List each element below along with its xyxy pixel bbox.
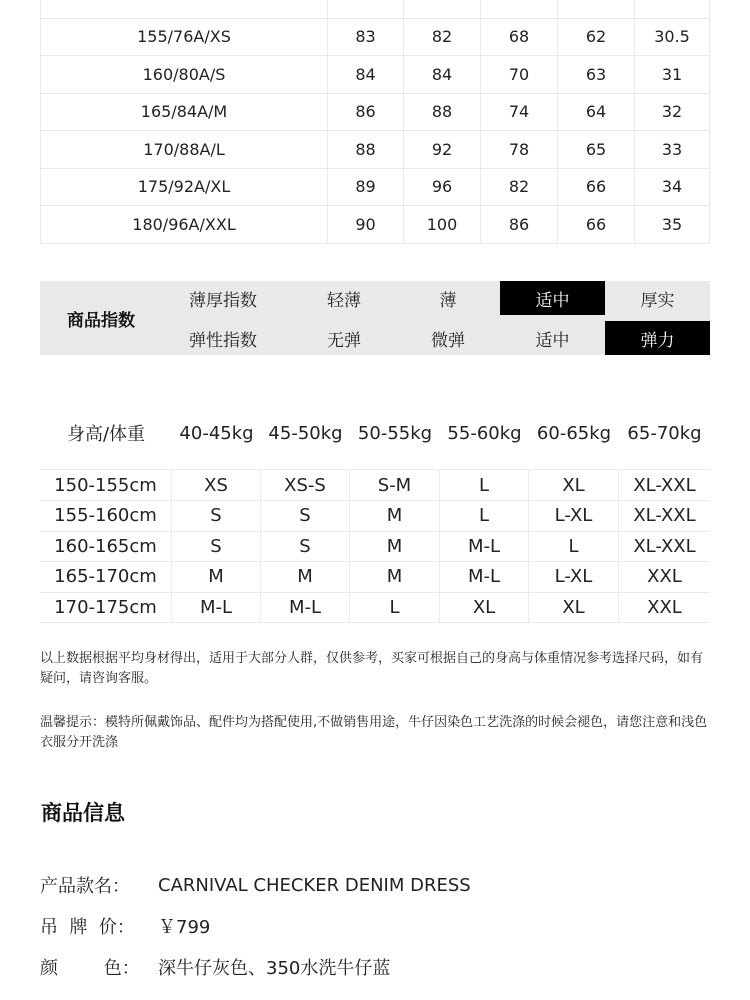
- index-option: 薄: [439, 290, 457, 311]
- fit-size-cell: XL: [529, 592, 619, 622]
- size-value-cell: 63: [558, 56, 635, 94]
- product-info-row: [40, 872, 471, 898]
- size-measurement-table: [40, 0, 710, 244]
- fit-header-cell: 60-65kg: [536, 422, 612, 444]
- fit-height-cell: 155-160cm: [40, 501, 172, 531]
- fit-size-cell: S: [261, 501, 350, 531]
- index-option: 无弹: [327, 330, 361, 351]
- index-option: 厚实: [640, 290, 675, 311]
- size-value-cell: 33: [635, 131, 710, 169]
- product-info-label: 产品款名：: [40, 876, 130, 897]
- fit-size-cell: XL-XXL: [633, 535, 696, 557]
- size-label-cell: 155/76A/XS: [41, 18, 328, 56]
- index-name: 弹性指数: [189, 330, 257, 351]
- fit-data-row: [40, 592, 710, 623]
- size-value-cell: 68: [481, 18, 558, 56]
- size-value-cell: 31: [635, 56, 710, 94]
- size-value-cell: 66: [558, 168, 635, 206]
- size-row: [41, 18, 710, 56]
- size-value-cell: 100: [404, 206, 481, 244]
- fit-size-cell: L-XL: [529, 562, 619, 592]
- fit-size-cell: S: [172, 531, 261, 561]
- fit-header-cell: 40-45kg: [179, 422, 254, 444]
- fit-size-cell: XL-XXL: [633, 474, 696, 496]
- size-value-cell: 30.5: [635, 18, 710, 56]
- fit-size-cell: XXL: [647, 566, 682, 587]
- fit-size-cell: L: [440, 470, 529, 500]
- fit-size-cell: XS-S: [261, 470, 350, 500]
- fit-size-cell: XXL: [647, 596, 682, 618]
- size-value-cell: 35: [635, 206, 710, 244]
- fit-size-cell: S-M: [350, 470, 440, 500]
- size-reference-note: 以上数据根据平均身材得出，适用于大部分人群，仅供参考，买家可根据自己的身高与体重情况参考选择尺码，如有疑问，请咨询客服。: [40, 651, 704, 686]
- fit-header-cell: 55-60kg: [447, 422, 522, 444]
- fit-header-cell: 50-55kg: [357, 422, 433, 444]
- care-tip-note: 温馨提示：模特所佩戴饰品、配件均为搭配使用,不做销售用途，牛仔因染色工艺洗涤的时候会褪色，请您注意和浅色衣服分开洗涤: [40, 715, 708, 750]
- fit-size-cell: L: [440, 501, 529, 531]
- size-value-cell: 66: [558, 206, 635, 244]
- fit-size-cell: M: [172, 562, 261, 592]
- size-label-cell: [41, 0, 328, 18]
- size-row: [41, 131, 710, 169]
- fit-size-cell: M-L: [172, 592, 261, 622]
- fit-height-cell: 150-155cm: [40, 470, 172, 500]
- size-value-cell: 84: [328, 56, 404, 94]
- fit-size-cell: XS: [172, 470, 261, 500]
- fit-height-cell: 165-170cm: [40, 562, 172, 592]
- fit-size-cell: L-XL: [529, 501, 619, 531]
- fit-header-cell: 45-50kg: [268, 422, 343, 444]
- fit-size-cell: M-L: [440, 531, 529, 561]
- index-option: 适中: [535, 330, 570, 351]
- product-info-value: CARNIVAL CHECKER DENIM DRESS: [158, 874, 471, 896]
- index-option-selected: 弹力: [605, 321, 710, 355]
- index-option-selected: 适中: [500, 281, 605, 315]
- size-value-cell: 86: [328, 93, 404, 131]
- size-label-cell: 160/80A/S: [41, 56, 328, 94]
- fit-data-row: [40, 531, 710, 562]
- size-value-cell: [481, 0, 558, 18]
- size-value-cell: [404, 0, 481, 18]
- product-info-label: 吊 牌 价：: [40, 917, 135, 938]
- fit-data-row: [40, 501, 710, 532]
- size-row: [41, 56, 710, 94]
- product-info-value: ￥799: [158, 917, 211, 938]
- size-row: [41, 206, 710, 244]
- size-value-cell: 70: [481, 56, 558, 94]
- size-value-cell: 34: [635, 168, 710, 206]
- fit-size-cell: S: [261, 531, 350, 561]
- fit-data-row: [40, 470, 710, 501]
- product-info-row: [40, 913, 210, 939]
- product-info-label: 颜 色：: [40, 958, 140, 979]
- fit-size-cell: M: [350, 531, 440, 561]
- index-option: 微弹: [431, 330, 465, 351]
- product-info-value: 深牛仔灰色、350水洗牛仔蓝: [158, 958, 391, 979]
- fit-size-cell: S: [172, 501, 261, 531]
- size-value-cell: 82: [481, 168, 558, 206]
- size-value-cell: 32: [635, 93, 710, 131]
- fit-size-cell: M-L: [261, 592, 350, 622]
- size-label-cell: 180/96A/XXL: [41, 206, 328, 244]
- fit-size-cell: XL-XXL: [633, 505, 696, 526]
- fit-size-cell: M: [350, 501, 440, 531]
- size-value-cell: 83: [328, 18, 404, 56]
- size-value-cell: 88: [328, 131, 404, 169]
- fit-height-cell: 170-175cm: [40, 592, 172, 622]
- size-row: [41, 168, 710, 206]
- product-info-title: 商品信息: [41, 801, 125, 825]
- fit-size-cell: M: [350, 562, 440, 592]
- size-value-cell: 96: [404, 168, 481, 206]
- size-row: [41, 93, 710, 131]
- size-value-cell: 78: [481, 131, 558, 169]
- product-info-row: [40, 954, 390, 980]
- size-value-cell: 82: [404, 18, 481, 56]
- fit-header-cell: 身高/体重: [66, 424, 146, 445]
- size-value-cell: 89: [328, 168, 404, 206]
- size-value-cell: 86: [481, 206, 558, 244]
- size-value-cell: 84: [404, 56, 481, 94]
- size-value-cell: 62: [558, 18, 635, 56]
- size-label-cell: 175/92A/XL: [41, 168, 328, 206]
- index-name: 薄厚指数: [189, 290, 257, 311]
- size-label-cell: 165/84A/M: [41, 93, 328, 131]
- fit-header-row: [40, 408, 710, 458]
- size-value-cell: 90: [328, 206, 404, 244]
- fit-header-cell: 65-70kg: [627, 422, 702, 444]
- fit-size-cell: M-L: [440, 562, 529, 592]
- fit-size-cell: M: [261, 562, 350, 592]
- fit-size-cell: XL: [529, 470, 619, 500]
- size-value-cell: [328, 0, 404, 18]
- size-label-cell: 170/88A/L: [41, 131, 328, 169]
- size-value-cell: 92: [404, 131, 481, 169]
- fit-divider: [40, 469, 710, 470]
- fit-size-cell: XL: [440, 592, 529, 622]
- size-value-cell: [558, 0, 635, 18]
- product-index-label: 商品指数: [67, 310, 135, 331]
- fit-height-cell: 160-165cm: [40, 531, 172, 561]
- index-option: 轻薄: [327, 290, 361, 311]
- size-value-cell: 74: [481, 93, 558, 131]
- product-index-panel: [40, 281, 710, 355]
- size-value-cell: 88: [404, 93, 481, 131]
- size-value-cell: 65: [558, 131, 635, 169]
- fit-size-cell: L: [350, 592, 440, 622]
- fit-size-cell: L: [529, 531, 619, 561]
- fit-data-row: [40, 562, 710, 593]
- size-row: [41, 0, 710, 18]
- size-value-cell: 64: [558, 93, 635, 131]
- size-value-cell: [635, 0, 710, 18]
